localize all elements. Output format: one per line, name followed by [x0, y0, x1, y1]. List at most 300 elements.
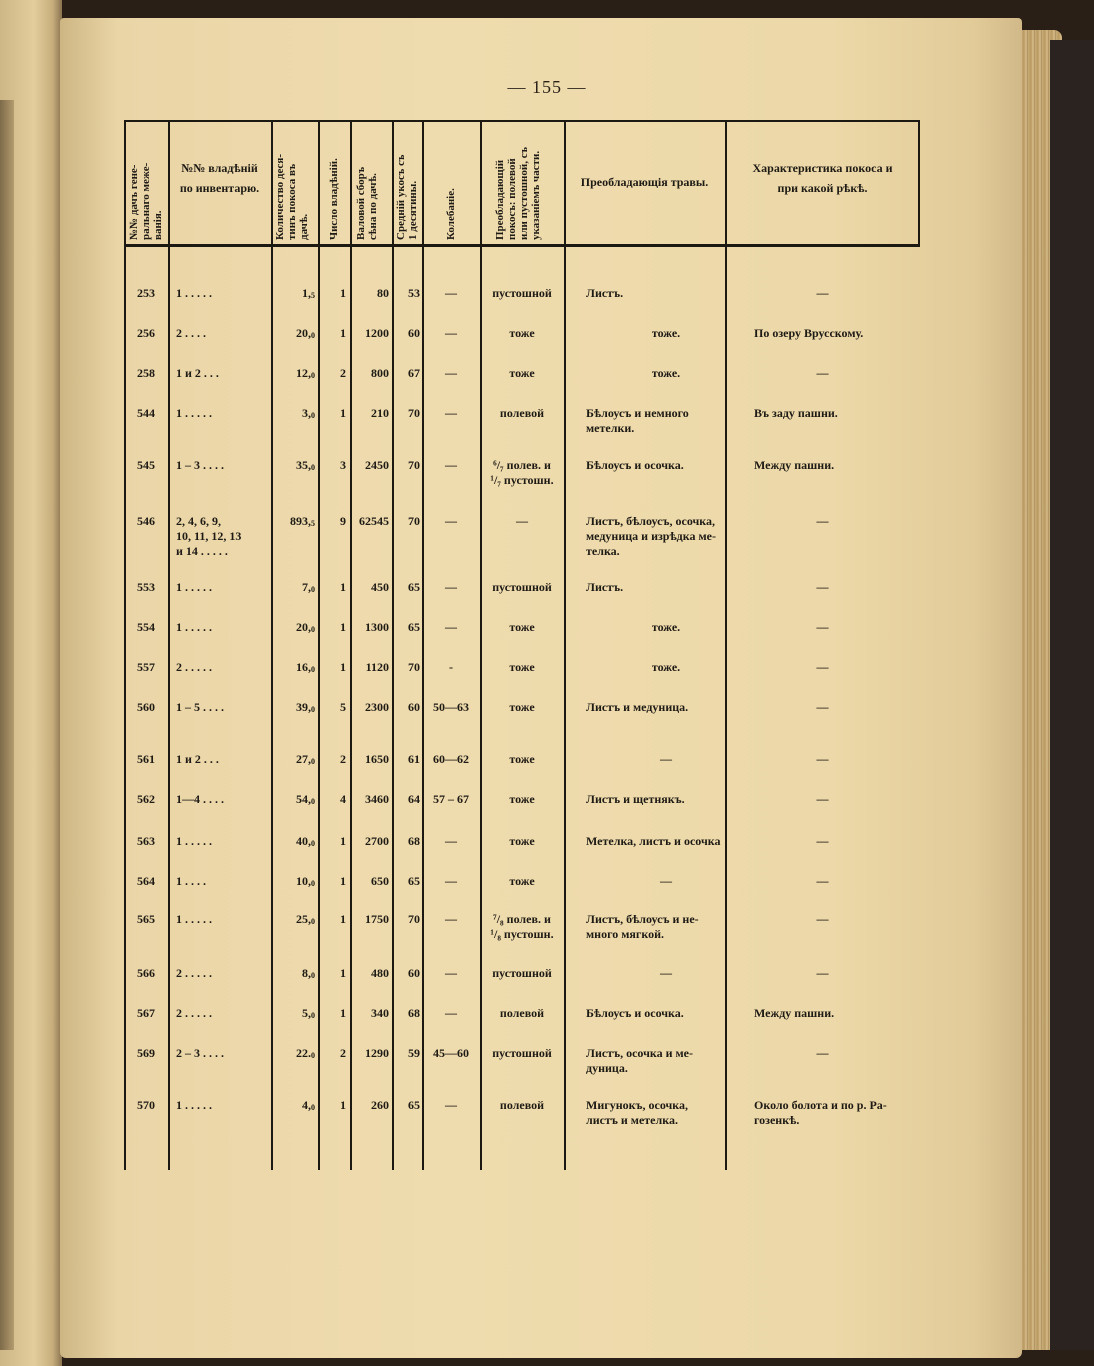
row-pokos: [480, 326, 564, 341]
row-sredniy: 68: [408, 1006, 420, 1020]
desyatin-fraction: 0: [311, 411, 315, 420]
header-line: Количество деся-: [274, 154, 286, 240]
row-harakteristika: [725, 912, 920, 927]
header-harakteristika: [725, 158, 920, 198]
desyatin-fraction: 0: [311, 625, 315, 634]
desyatin-fraction: 0: [311, 971, 315, 980]
row-harakteristika: [725, 286, 920, 301]
row-valovoy: 260: [371, 1098, 389, 1112]
header-bottom-rule: [124, 244, 920, 247]
row-valovoy: 1750: [365, 912, 389, 926]
desyatin-integer: 54,: [296, 792, 311, 806]
row-vladenie: [176, 1046, 271, 1061]
row-desyatin: [271, 458, 315, 475]
header-line: Преобладающій: [494, 159, 506, 240]
row-kolebanie: —: [445, 1098, 457, 1112]
row-valovoy: 2700: [365, 834, 389, 848]
row-travy: [586, 620, 746, 635]
row-harakteristika: [725, 1046, 920, 1061]
row-vladenie: [176, 580, 271, 595]
row-valovoy: 800: [371, 366, 389, 380]
row-harakteristika: [725, 514, 920, 529]
row-harakteristika: [725, 834, 920, 849]
cell-line: медуница и изрѣдка ме-: [586, 529, 716, 543]
row-harakteristika: [754, 1098, 926, 1128]
cell-line: —: [516, 514, 528, 528]
row-kolebanie: 45—60: [433, 1046, 469, 1060]
row-travy: [586, 580, 725, 595]
cell-line: полевой: [499, 406, 545, 420]
row-sredniy: 60: [408, 966, 420, 980]
row-travy: [586, 1006, 725, 1021]
cell-line: 2, 4, 6, 9,: [176, 514, 221, 528]
desyatin-integer: 40,: [296, 834, 311, 848]
row-harakteristika: [725, 874, 920, 889]
header-sredniy: [395, 155, 419, 240]
row-vladenie: [176, 752, 271, 767]
cell-line: Листъ, осочка и ме-: [586, 1046, 693, 1060]
cell-line: много мягкой.: [586, 927, 665, 941]
row-desyatin: [271, 580, 315, 597]
header-line: ральнаго меже-: [140, 162, 152, 240]
left-page: [0, 0, 62, 1366]
row-sredniy: 59: [408, 1046, 420, 1060]
row-valovoy: 1120: [365, 660, 389, 674]
cell-line: тоже.: [651, 366, 681, 380]
desyatin-fraction: 0: [311, 879, 315, 888]
row-chislo: 1: [340, 912, 346, 926]
cell-line: тоже: [509, 620, 535, 634]
header-line: по инвентарю.: [179, 181, 260, 195]
cell-line: пустошной: [492, 1046, 552, 1060]
desyatin-integer: 25,: [296, 912, 311, 926]
header-line: или пустошной, съ: [518, 147, 530, 240]
row-pokos: [480, 834, 564, 849]
row-dacha-number: 557: [137, 660, 155, 674]
row-kolebanie: —: [445, 874, 457, 888]
row-dacha-number: 253: [137, 286, 155, 300]
cell-line: —: [816, 620, 829, 634]
row-sredniy: 67: [408, 366, 420, 380]
row-chislo: 1: [340, 620, 346, 634]
row-sredniy: 70: [408, 406, 420, 420]
cell-line: пустошной: [492, 580, 552, 594]
header-vladenie: [168, 158, 271, 198]
row-valovoy: 2300: [365, 700, 389, 714]
desyatin-fraction: 0: [311, 705, 315, 714]
row-harakteristika: [725, 792, 920, 807]
row-dacha-number: 256: [137, 326, 155, 340]
row-valovoy: 450: [371, 580, 389, 594]
book-cover: [1050, 40, 1094, 1350]
row-sredniy: 70: [408, 660, 420, 674]
row-sredniy: 65: [408, 1098, 420, 1112]
row-chislo: 2: [340, 1046, 346, 1060]
cell-line: телка.: [586, 544, 620, 558]
cell-line: 1 . . . . .: [176, 620, 212, 634]
cell-line: 1 . . . . .: [176, 834, 212, 848]
cell-line: —: [660, 874, 672, 888]
row-kolebanie: —: [445, 912, 457, 926]
row-valovoy: 1290: [365, 1046, 389, 1060]
row-desyatin: [271, 1006, 315, 1023]
row-sredniy: 60: [408, 700, 420, 714]
cell-line: и 14 . . . . .: [176, 544, 228, 558]
row-travy: [586, 1098, 725, 1128]
row-dacha-number: 546: [137, 514, 155, 528]
row-chislo: 3: [340, 458, 346, 472]
row-chislo: 1: [340, 660, 346, 674]
row-dacha-number: 564: [137, 874, 155, 888]
row-dacha-number: 554: [137, 620, 155, 634]
row-sredniy: 64: [408, 792, 420, 806]
cell-line: 1 . . . . .: [176, 580, 212, 594]
header-line: сѣна по дачѣ.: [367, 173, 379, 240]
desyatin-fraction: 5: [311, 291, 315, 300]
row-harakteristika: [725, 752, 920, 767]
row-desyatin: [271, 966, 315, 983]
header-line: Характеристика покоса и: [752, 161, 893, 175]
desyatin-fraction: 0: [311, 463, 315, 472]
row-desyatin: [271, 366, 315, 383]
row-vladenie: [176, 1006, 271, 1021]
desyatin-integer: 27,: [296, 752, 311, 766]
row-chislo: 1: [340, 326, 346, 340]
row-vladenie: [176, 660, 271, 675]
row-pokos: [480, 660, 564, 675]
row-harakteristika: [725, 660, 920, 675]
cell-line: дуница.: [586, 1061, 628, 1075]
row-travy: [586, 966, 746, 981]
row-vladenie: [176, 912, 271, 927]
desyatin-integer: 12,: [296, 366, 311, 380]
row-dacha-number: 258: [137, 366, 155, 380]
row-pokos: [480, 912, 564, 942]
row-pokos: [480, 366, 564, 381]
row-harakteristika: [725, 366, 920, 381]
row-dacha-number: 570: [137, 1098, 155, 1112]
cell-line: метелки.: [586, 421, 635, 435]
row-vladenie: [176, 792, 271, 807]
row-dacha-number: 563: [137, 834, 155, 848]
row-sredniy: 70: [408, 514, 420, 528]
row-harakteristika: [725, 620, 920, 635]
row-chislo: 2: [340, 752, 346, 766]
row-pokos: [480, 406, 564, 421]
row-kolebanie: —: [445, 514, 457, 528]
cell-line: 1 – 3 . . . .: [176, 458, 224, 472]
cell-line: —: [660, 966, 672, 980]
row-valovoy: 3460: [365, 792, 389, 806]
desyatin-integer: 10,: [296, 874, 311, 888]
header-line: при какой рѣкѣ.: [777, 181, 868, 195]
cell-line: тоже: [509, 752, 535, 766]
row-pokos: [480, 514, 564, 529]
row-vladenie: [176, 406, 271, 421]
row-chislo: 1: [340, 834, 346, 848]
row-kolebanie: —: [445, 286, 457, 300]
cell-line: тоже: [509, 700, 535, 714]
row-kolebanie: 57 – 67: [433, 792, 469, 806]
cell-line: Мигунокъ, осочка,: [586, 1098, 689, 1112]
row-travy: [586, 700, 725, 715]
desyatin-fraction: 5: [311, 519, 315, 528]
cell-line: ¹/₇ пустошн.: [490, 473, 554, 487]
desyatin-fraction: 0: [311, 757, 315, 766]
row-desyatin: [271, 514, 315, 531]
row-travy: [586, 660, 746, 675]
row-vladenie: [176, 834, 271, 849]
cell-line: Листъ и медуница.: [586, 700, 689, 714]
desyatin-integer: 893,: [290, 514, 311, 528]
cell-line: ¹/₈ пустошн.: [490, 927, 554, 941]
row-valovoy: 480: [371, 966, 389, 980]
row-sredniy: 61: [408, 752, 420, 766]
desyatin-fraction: 0: [311, 331, 315, 340]
desyatin-integer: 7,: [302, 580, 311, 594]
row-harakteristika: [725, 700, 920, 715]
row-sredniy: 65: [408, 874, 420, 888]
row-travy: [586, 1046, 725, 1076]
row-kolebanie: —: [445, 366, 457, 380]
cell-line: 2 . . . . .: [176, 660, 212, 674]
desyatin-fraction: 0: [311, 665, 315, 674]
header-line: №№ владѣній: [181, 161, 258, 175]
row-chislo: 1: [340, 874, 346, 888]
row-dacha-number: 566: [137, 966, 155, 980]
desyatin-integer: 20,: [296, 620, 311, 634]
cell-line: 1 и 2 . . .: [176, 752, 219, 766]
cell-line: пустошной: [492, 286, 552, 300]
row-dacha-number: 561: [137, 752, 155, 766]
header-line: 1 десятины.: [407, 180, 419, 240]
header-dacha-number: [128, 163, 164, 240]
column-rule: [168, 120, 170, 1170]
row-valovoy: 210: [371, 406, 389, 420]
row-pokos: [480, 966, 564, 981]
row-chislo: 2: [340, 366, 346, 380]
desyatin-fraction: 0: [311, 1011, 315, 1020]
row-pokos: [480, 1046, 564, 1061]
column-rule: [564, 120, 566, 1170]
cell-line: Листъ, бѣлоусъ, осочка,: [586, 514, 716, 528]
row-vladenie: [176, 620, 271, 635]
row-vladenie: [176, 326, 271, 341]
row-pokos: [480, 580, 564, 595]
row-vladenie: [176, 514, 271, 559]
header-line: №№ дачъ гене-: [128, 164, 140, 240]
cell-line: Метелка, листъ и осочка: [586, 834, 721, 848]
cell-line: 1 . . . . .: [176, 406, 212, 420]
row-valovoy: 1200: [365, 326, 389, 340]
cell-line: —: [816, 752, 829, 766]
cell-line: 2 . . . . .: [176, 966, 212, 980]
desyatin-integer: 8,: [302, 966, 311, 980]
row-dacha-number: 560: [137, 700, 155, 714]
data-table: [124, 120, 920, 1170]
cell-line: тоже: [509, 326, 535, 340]
row-pokos: [480, 1006, 564, 1021]
cell-line: —: [816, 514, 829, 528]
row-chislo: 9: [340, 514, 346, 528]
header-line: дачѣ.: [298, 213, 310, 240]
cell-line: 1 и 2 . . .: [176, 366, 219, 380]
row-kolebanie: 60—62: [433, 752, 469, 766]
row-valovoy: 340: [371, 1006, 389, 1020]
row-vladenie: [176, 286, 271, 301]
cell-line: тоже: [509, 874, 535, 888]
row-sredniy: 60: [408, 326, 420, 340]
row-vladenie: [176, 366, 271, 381]
desyatin-fraction: 0: [311, 585, 315, 594]
desyatin-integer: 35,: [296, 458, 311, 472]
row-pokos: [480, 874, 564, 889]
row-dacha-number: 562: [137, 792, 155, 806]
row-kolebanie: —: [445, 406, 457, 420]
cell-line: 2 . . . .: [176, 326, 206, 340]
row-vladenie: [176, 700, 271, 715]
cell-line: Бѣлоусъ и осочка.: [586, 458, 684, 472]
desyatin-integer: 39,: [296, 700, 311, 714]
row-harakteristika: [725, 580, 920, 595]
row-chislo: 1: [340, 966, 346, 980]
cell-line: —: [816, 834, 829, 848]
cell-line: полевой: [499, 1006, 545, 1020]
cell-line: Между пашни.: [754, 458, 835, 472]
desyatin-fraction: 0: [311, 371, 315, 380]
row-travy: [586, 366, 746, 381]
row-kolebanie: —: [445, 620, 457, 634]
row-pokos: [480, 1098, 564, 1113]
cell-line: —: [816, 874, 829, 888]
row-desyatin: [271, 406, 315, 423]
row-desyatin: [271, 660, 315, 677]
row-dacha-number: 545: [137, 458, 155, 472]
cell-line: Около болота и по р. Ра-: [754, 1098, 887, 1112]
row-travy: [586, 458, 725, 473]
row-chislo: 1: [340, 406, 346, 420]
row-sredniy: 65: [408, 580, 420, 594]
row-harakteristika: [754, 458, 926, 473]
cell-line: Листъ, бѣлоусъ и не-: [586, 912, 699, 926]
row-desyatin: [271, 874, 315, 891]
row-chislo: 1: [340, 580, 346, 594]
desyatin-integer: 5,: [302, 1006, 311, 1020]
cell-line: —: [816, 1046, 829, 1060]
header-pokos: [494, 147, 542, 240]
row-desyatin: [271, 912, 315, 929]
cell-line: тоже: [509, 792, 535, 806]
row-kolebanie: —: [445, 326, 457, 340]
row-travy: [586, 286, 725, 301]
cell-line: Листъ.: [586, 580, 624, 594]
cell-line: —: [816, 366, 829, 380]
desyatin-integer: 20,: [296, 326, 311, 340]
page-number: — 155 —: [507, 77, 587, 97]
header-desyatin: [274, 154, 310, 240]
row-pokos: [480, 700, 564, 715]
row-vladenie: [176, 1098, 271, 1113]
header-line: Число владѣній.: [328, 158, 340, 240]
cell-line: —: [816, 912, 829, 926]
cell-line: тоже.: [651, 326, 681, 340]
row-valovoy: 650: [371, 874, 389, 888]
row-kolebanie: 50—63: [433, 700, 469, 714]
row-dacha-number: 567: [137, 1006, 155, 1020]
row-desyatin: [271, 752, 315, 769]
row-desyatin: [271, 286, 315, 303]
row-desyatin: [271, 1046, 315, 1063]
row-travy: [586, 792, 725, 807]
cell-line: 2 . . . . .: [176, 1006, 212, 1020]
desyatin-integer: 16,: [296, 660, 311, 674]
cell-line: Бѣлоусъ и осочка.: [586, 1006, 684, 1020]
cell-line: —: [660, 752, 672, 766]
cell-line: —: [816, 286, 829, 300]
cell-line: листъ и метелка.: [586, 1113, 678, 1127]
row-desyatin: [271, 792, 315, 809]
cell-line: тоже.: [651, 620, 681, 634]
desyatin-integer: 3,: [302, 406, 311, 420]
cell-line: гозенкѣ.: [754, 1113, 800, 1127]
row-dacha-number: 565: [137, 912, 155, 926]
header-line: Преобладающія травы.: [580, 175, 709, 189]
cell-line: Въ заду пашни.: [754, 406, 838, 420]
desyatin-integer: 1,: [302, 286, 311, 300]
row-vladenie: [176, 458, 271, 473]
row-sredniy: 70: [408, 912, 420, 926]
row-desyatin: [271, 326, 315, 343]
row-travy: [586, 514, 725, 559]
row-valovoy: 80: [377, 286, 389, 300]
row-dacha-number: 544: [137, 406, 155, 420]
cell-line: 1—4 . . . .: [176, 792, 224, 806]
row-pokos: [480, 792, 564, 807]
row-pokos: [480, 752, 564, 767]
row-dacha-number: 569: [137, 1046, 155, 1060]
row-desyatin: [271, 834, 315, 851]
cell-line: 10, 11, 12, 13: [176, 529, 242, 543]
cell-line: 1 . . . . .: [176, 912, 212, 926]
row-chislo: 1: [340, 1006, 346, 1020]
table-top-rule: [124, 120, 920, 122]
header-line: Средній укосъ съ: [395, 154, 407, 240]
desyatin-fraction: 0: [311, 917, 315, 926]
row-travy: [586, 752, 746, 767]
row-kolebanie: —: [445, 458, 457, 472]
header-line: покосъ: полевой: [506, 158, 518, 240]
cell-line: —: [816, 660, 829, 674]
row-desyatin: [271, 1098, 315, 1115]
cell-line: Листъ.: [586, 286, 624, 300]
row-harakteristika: [754, 1006, 926, 1021]
cell-line: 1 . . . . .: [176, 286, 212, 300]
row-travy: [586, 834, 725, 849]
cell-line: ⁷/₈ полев. и: [493, 912, 551, 926]
row-desyatin: [271, 620, 315, 637]
row-sredniy: 70: [408, 458, 420, 472]
column-rule: [124, 120, 126, 1170]
row-travy: [586, 406, 725, 436]
row-harakteristika: [754, 406, 926, 421]
row-pokos: [480, 458, 564, 488]
desyatin-integer: 4,: [302, 1098, 311, 1112]
cell-line: пустошной: [492, 966, 552, 980]
row-chislo: 1: [340, 1098, 346, 1112]
header-line: ванія.: [152, 210, 164, 240]
row-valovoy: 1650: [365, 752, 389, 766]
cell-line: 1 . . . .: [176, 874, 206, 888]
